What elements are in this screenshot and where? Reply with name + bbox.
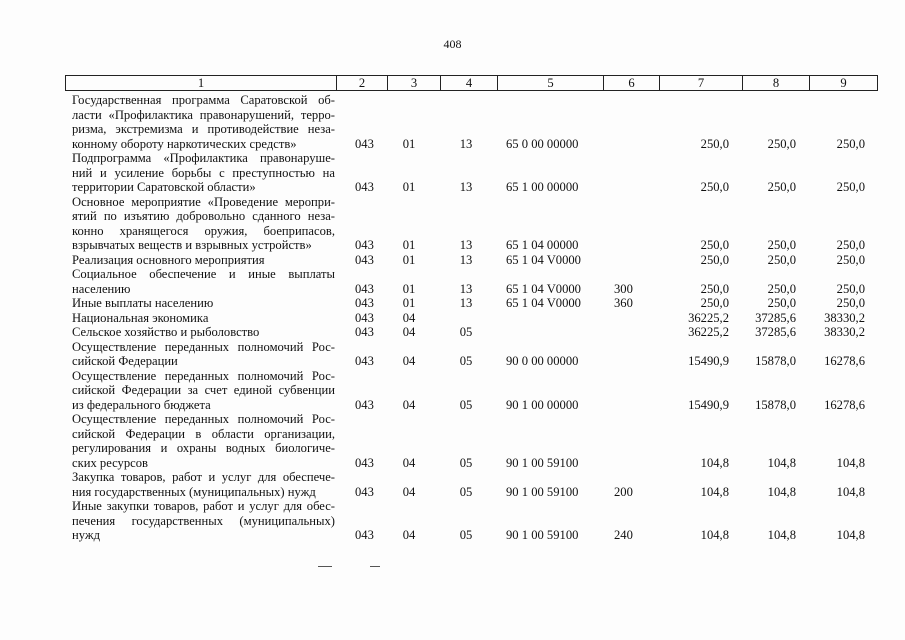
header-col-6: 6 (604, 76, 660, 90)
cell-col-2: 043 (355, 528, 374, 542)
description-line: сийской Федерации за счет единой субвенции (72, 383, 335, 397)
cell-col-2: 043 (355, 252, 374, 267)
cell-col-4: 05 (459, 354, 473, 368)
cell-col-6 (614, 238, 638, 253)
cell-col-9: 250,0 (836, 252, 865, 267)
description-line: ризма, экстремизма и противодействие неза- (72, 122, 335, 136)
cell-col-2: 043 (355, 397, 374, 412)
row-description (72, 253, 335, 268)
row-description (72, 311, 335, 326)
cell-col-5: 65 0 00 00000 (506, 136, 579, 151)
description-line: конно хранящегося оружия, боеприпасов, (72, 223, 335, 238)
cell-col-9: 250,0 (836, 238, 865, 252)
table-row (72, 253, 872, 268)
cell-col-6 (614, 325, 638, 340)
description-line: территории Саратовской области» (72, 180, 256, 194)
row-description (72, 267, 335, 296)
cell-col-5: 65 1 04 00000 (506, 238, 579, 252)
row-description (72, 369, 335, 413)
cell-col-9: 38330,2 (824, 310, 865, 325)
cell-col-5: 65 1 00 00000 (506, 180, 579, 194)
description-line: Подпрограмма «Профилактика правонаруше- (72, 151, 335, 165)
cell-col-5: 90 1 00 59100 (506, 455, 579, 470)
cell-col-9: 16278,6 (824, 397, 865, 412)
cell-col-2: 043 (355, 238, 374, 252)
row-description (72, 296, 335, 311)
cell-col-5: 65 1 04 V0000 (506, 281, 581, 296)
cell-col-5 (506, 311, 606, 326)
description-line: Закупка товаров, работ и услуг для обеспече- (72, 470, 335, 484)
cell-col-7: 104,8 (700, 484, 729, 499)
cell-col-3: 04 (402, 354, 416, 368)
cell-col-2: 043 (355, 310, 374, 325)
cell-col-6: 200 (614, 484, 633, 499)
cell-col-4: 13 (459, 281, 473, 296)
cell-col-8: 15878,0 (755, 354, 796, 368)
cell-col-9: 16278,6 (824, 354, 865, 368)
cell-col-5: 65 1 04 V0000 (506, 296, 581, 310)
cell-col-6: 240 (614, 528, 633, 542)
cell-col-8: 15878,0 (755, 397, 796, 412)
header-col-9: 9 (840, 76, 847, 90)
cell-col-9: 250,0 (836, 136, 865, 151)
header-col-4: 4 (441, 76, 498, 90)
budget-table (72, 93, 872, 543)
cell-col-3: 04 (402, 455, 416, 470)
cell-col-7: 250,0 (700, 136, 729, 151)
cell-col-5: 90 0 00 00000 (506, 354, 579, 368)
row-description (72, 93, 335, 151)
description-line: печения государственных (муниципальных) (72, 513, 335, 528)
cell-col-2: 043 (355, 296, 374, 310)
cell-col-3: 01 (402, 136, 416, 151)
cell-col-9: 104,8 (836, 484, 865, 499)
description-line: Иные выплаты населению (72, 296, 214, 310)
cell-col-6 (614, 137, 638, 152)
description-line: населению (72, 281, 131, 296)
page-number: 408 (443, 37, 462, 51)
description-line: взрывчатых веществ и взрывных устройств» (72, 238, 312, 252)
cell-col-7: 250,0 (700, 281, 729, 296)
table-row (72, 151, 872, 195)
table-row (72, 470, 872, 499)
header-col-1: 1 (66, 76, 337, 90)
cell-col-5: 65 1 04 V0000 (506, 252, 581, 267)
cell-col-8: 104,8 (767, 455, 796, 470)
cell-col-3: 04 (402, 484, 416, 499)
cell-col-5 (506, 325, 606, 340)
cell-col-8: 250,0 (767, 136, 796, 151)
row-description (72, 412, 335, 470)
cell-col-5: 90 1 00 59100 (506, 528, 579, 542)
cell-col-6 (614, 398, 638, 413)
table-row (72, 93, 872, 151)
description-line: нужд (72, 528, 100, 542)
row-description (72, 195, 335, 253)
cell-col-4: 05 (459, 455, 473, 470)
cell-col-4: 05 (459, 325, 473, 339)
scan-artifact (318, 566, 332, 567)
header-col-5: 5 (498, 76, 604, 90)
cell-col-3: 01 (402, 281, 416, 296)
cell-col-3: 01 (402, 252, 416, 267)
cell-col-8: 250,0 (767, 180, 796, 194)
cell-col-2: 043 (355, 325, 374, 339)
cell-col-4: 13 (459, 136, 473, 151)
cell-col-8: 250,0 (767, 252, 796, 267)
description-line: ний и усиление борьбы с преступностью на (72, 165, 335, 180)
cell-col-7: 36225,2 (688, 310, 729, 325)
table-row (72, 311, 872, 326)
scan-artifact (370, 566, 380, 567)
description-line: сийской Федерации (72, 354, 178, 368)
table-header (65, 75, 878, 91)
cell-col-8: 250,0 (767, 296, 796, 310)
cell-col-4: 13 (459, 296, 473, 310)
cell-col-4: 13 (459, 180, 473, 194)
description-line: конному обороту наркотических средств» (72, 136, 297, 151)
table-row (72, 267, 872, 296)
cell-col-9: 250,0 (836, 296, 865, 310)
cell-col-8: 250,0 (767, 281, 796, 296)
cell-col-3: 01 (402, 238, 416, 252)
cell-col-7: 36225,2 (688, 325, 729, 339)
description-line: Осуществление переданных полномочий Рос- (72, 412, 335, 426)
cell-col-9: 38330,2 (824, 325, 865, 339)
table-row (72, 499, 872, 543)
cell-col-8: 250,0 (767, 238, 796, 252)
cell-col-6 (614, 456, 638, 471)
cell-col-4: 13 (459, 238, 473, 252)
cell-col-2: 043 (355, 484, 374, 499)
cell-col-7: 250,0 (700, 180, 729, 194)
cell-col-3: 04 (402, 528, 416, 542)
cell-col-4: 05 (459, 397, 473, 412)
description-line: из федерального бюджета (72, 397, 211, 412)
description-line: сийской Федерации в области организации, (72, 426, 335, 441)
cell-col-7: 104,8 (700, 528, 729, 542)
description-line: ских ресурсов (72, 455, 148, 470)
cell-col-2: 043 (355, 281, 374, 296)
cell-col-2: 043 (355, 354, 374, 368)
cell-col-6: 360 (614, 296, 633, 310)
description-line: Сельское хозяйство и рыболовство (72, 325, 260, 339)
table-row (72, 195, 872, 253)
description-line: ятий по изъятию добровольно сданного неза- (72, 209, 335, 223)
cell-col-5: 90 1 00 00000 (506, 397, 579, 412)
cell-col-9: 250,0 (836, 180, 865, 194)
table-row (72, 325, 872, 340)
cell-col-2: 043 (355, 180, 374, 194)
cell-col-5: 90 1 00 59100 (506, 484, 579, 499)
cell-col-6 (614, 180, 638, 195)
description-line: Государственная программа Саратовской об- (72, 93, 335, 107)
cell-col-7: 250,0 (700, 238, 729, 252)
cell-col-8: 104,8 (767, 484, 796, 499)
cell-col-8: 104,8 (767, 528, 796, 542)
table-row (72, 296, 872, 311)
header-col-8: 8 (743, 76, 810, 90)
description-line: Социальное обеспечение и иные выплаты (72, 267, 335, 281)
table-row (72, 412, 872, 470)
cell-col-6: 300 (614, 281, 633, 296)
cell-col-9: 104,8 (836, 455, 865, 470)
row-description (72, 470, 335, 499)
cell-col-4: 05 (459, 528, 473, 542)
header-col-7: 7 (660, 76, 743, 90)
row-description (72, 499, 335, 543)
cell-col-7: 15490,9 (688, 397, 729, 412)
cell-col-4: 13 (459, 252, 473, 267)
cell-col-4: 05 (459, 484, 473, 499)
cell-col-8: 37285,6 (755, 325, 796, 339)
description-line: Осуществление переданных полномочий Рос- (72, 368, 335, 383)
cell-col-6 (614, 253, 638, 268)
description-line: ласти «Профилактика правонарушений, терро- (72, 107, 335, 122)
cell-col-6 (614, 354, 638, 369)
description-line: Реализация основного мероприятия (72, 252, 265, 267)
row-description (72, 325, 335, 340)
row-description (72, 340, 335, 369)
row-description (72, 151, 335, 195)
cell-col-3: 01 (402, 180, 416, 194)
description-line: ния государственных (муниципальных) нужд (72, 484, 316, 499)
cell-col-3: 01 (402, 296, 416, 310)
description-line: Осуществление переданных полномочий Рос- (72, 339, 335, 354)
cell-col-9: 250,0 (836, 281, 865, 296)
cell-col-3: 04 (402, 397, 416, 412)
cell-col-8: 37285,6 (755, 310, 796, 325)
cell-col-2: 043 (355, 455, 374, 470)
cell-col-3: 04 (402, 325, 416, 339)
header-col-2: 2 (337, 76, 388, 90)
description-line: регулирования и охраны водных биологиче- (72, 441, 335, 455)
table-row (72, 340, 872, 369)
cell-col-7: 15490,9 (688, 354, 729, 368)
cell-col-3: 04 (402, 310, 416, 325)
cell-col-7: 104,8 (700, 455, 729, 470)
table-row (72, 369, 872, 413)
header-col-3: 3 (388, 76, 441, 90)
cell-col-7: 250,0 (700, 252, 729, 267)
cell-col-6 (614, 311, 638, 326)
cell-col-9: 104,8 (836, 528, 865, 542)
cell-col-2: 043 (355, 136, 374, 151)
description-line: Основное мероприятие «Проведение меропри- (72, 194, 335, 209)
description-line: Национальная экономика (72, 310, 209, 325)
cell-col-4 (457, 311, 475, 326)
cell-col-7: 250,0 (700, 296, 729, 310)
description-line: Иные закупки товаров, работ и услуг для обес- (72, 499, 335, 513)
